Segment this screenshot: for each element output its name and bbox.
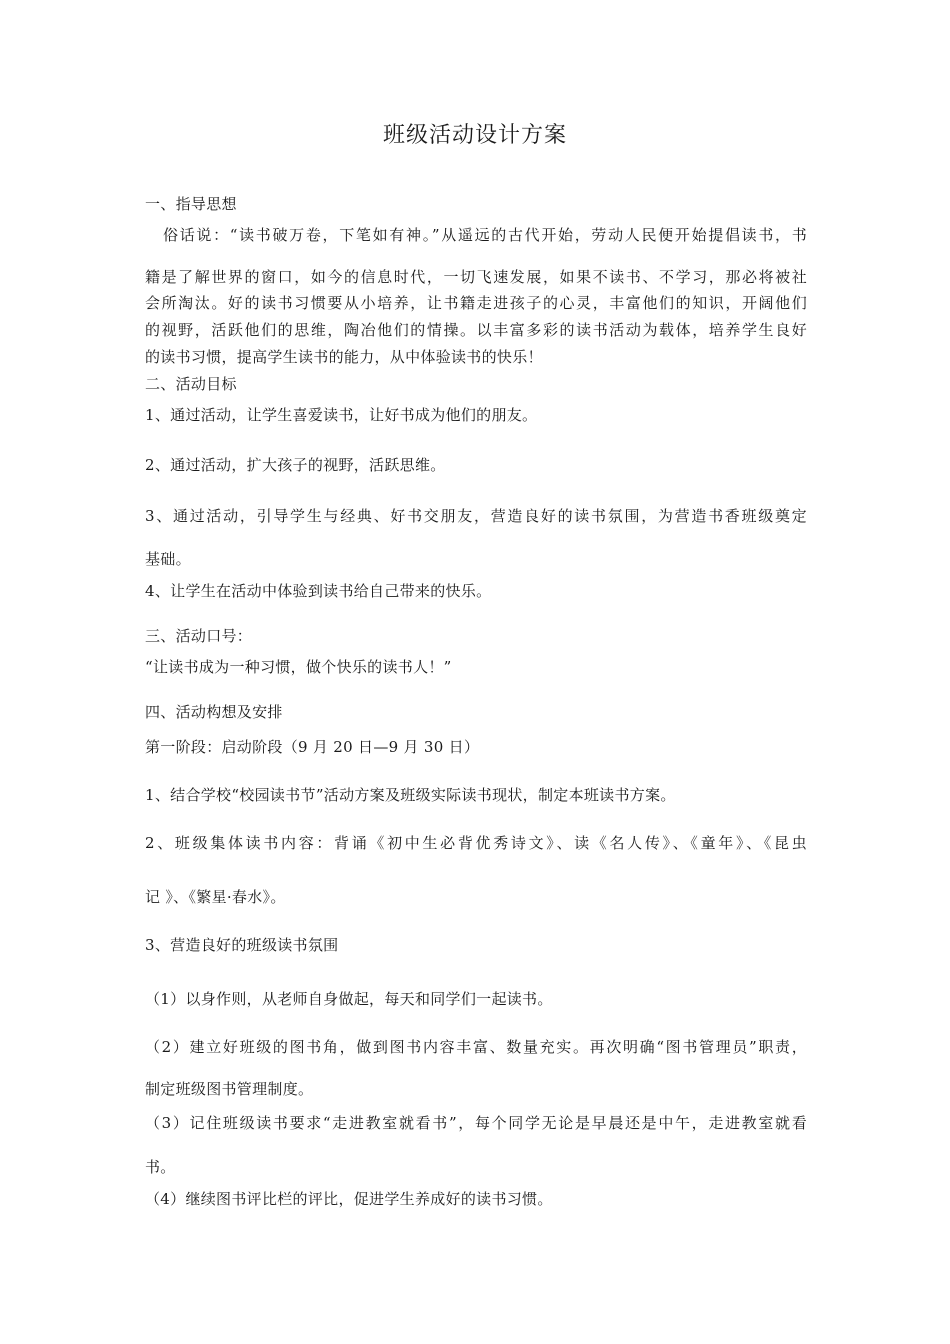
list-item-continuation: 记 》、《繁星·春水》。 bbox=[145, 888, 286, 906]
paragraph-line: 俗话说：“读书破万卷，下笔如有神。”从遥远的古代开始，劳动人民便开始提倡读书，书 bbox=[163, 226, 807, 244]
paragraph-line: 会所淘汰。好的读书习惯要从小培养，让书籍走进孩子的心灵，丰富他们的知识，开阔他们 bbox=[145, 294, 807, 312]
list-item: 1、通过活动，让学生喜爱读书，让好书成为他们的朋友。 bbox=[145, 406, 538, 424]
list-item: 2、班级集体读书内容：背诵《初中生必背优秀诗文》、读《名人传》、《童年》、《昆虫 bbox=[145, 834, 807, 852]
list-item: 3、营造良好的班级读书氛围 bbox=[145, 936, 339, 954]
list-item-continuation: 基础。 bbox=[145, 550, 191, 568]
paragraph-line: 籍是了解世界的窗口，如今的信息时代，一切飞速发展，如果不读书、不学习，那必将被社 bbox=[145, 268, 807, 286]
section-heading-goals: 二、活动目标 bbox=[145, 375, 237, 393]
paragraph-line: 的视野，活跃他们的思维，陶冶他们的情操。以丰富多彩的读书活动为载体，培养学生良好 bbox=[145, 321, 807, 339]
list-item: 3、通过活动，引导学生与经典、好书交朋友，营造良好的读书氛围，为营造书香班级奠定 bbox=[145, 507, 807, 525]
list-item: 1、结合学校“校园读书节”活动方案及班级实际读书现状，制定本班读书方案。 bbox=[145, 786, 676, 804]
document-title: 班级活动设计方案 bbox=[382, 123, 567, 148]
section-heading-plan: 四、活动构想及安排 bbox=[145, 703, 283, 721]
sub-list-item: （4）继续图书评比栏的评比，促进学生养成好的读书习惯。 bbox=[145, 1190, 553, 1208]
sub-list-item: （3）记住班级读书要求“走进教室就看书”，每个同学无论是早晨还是中午，走进教室就看 bbox=[145, 1114, 807, 1132]
sub-list-item-continuation: 制定班级图书管理制度。 bbox=[145, 1080, 314, 1098]
list-item: 4、让学生在活动中体验到读书给自己带来的快乐。 bbox=[145, 582, 492, 600]
sub-list-item-continuation: 书。 bbox=[145, 1158, 176, 1176]
slogan-text: “让读书成为一种习惯，做个快乐的读书人！” bbox=[145, 658, 452, 676]
list-item: 2、通过活动，扩大孩子的视野，活跃思维。 bbox=[145, 456, 446, 474]
section-heading-slogan: 三、活动口号： bbox=[145, 627, 253, 645]
paragraph-line: 的读书习惯，提高学生读书的能力，从中体验读书的快乐！ bbox=[145, 348, 543, 366]
phase-heading: 第一阶段：启动阶段（9 月 20 日—9 月 30 日） bbox=[145, 738, 480, 756]
sub-list-item: （1）以身作则，从老师自身做起，每天和同学们一起读书。 bbox=[145, 990, 553, 1008]
sub-list-item: （2）建立好班级的图书角，做到图书内容丰富、数量充实。再次明确“图书管理员”职责， bbox=[145, 1038, 807, 1056]
section-heading-guiding-ideology: 一、指导思想 bbox=[145, 195, 237, 213]
